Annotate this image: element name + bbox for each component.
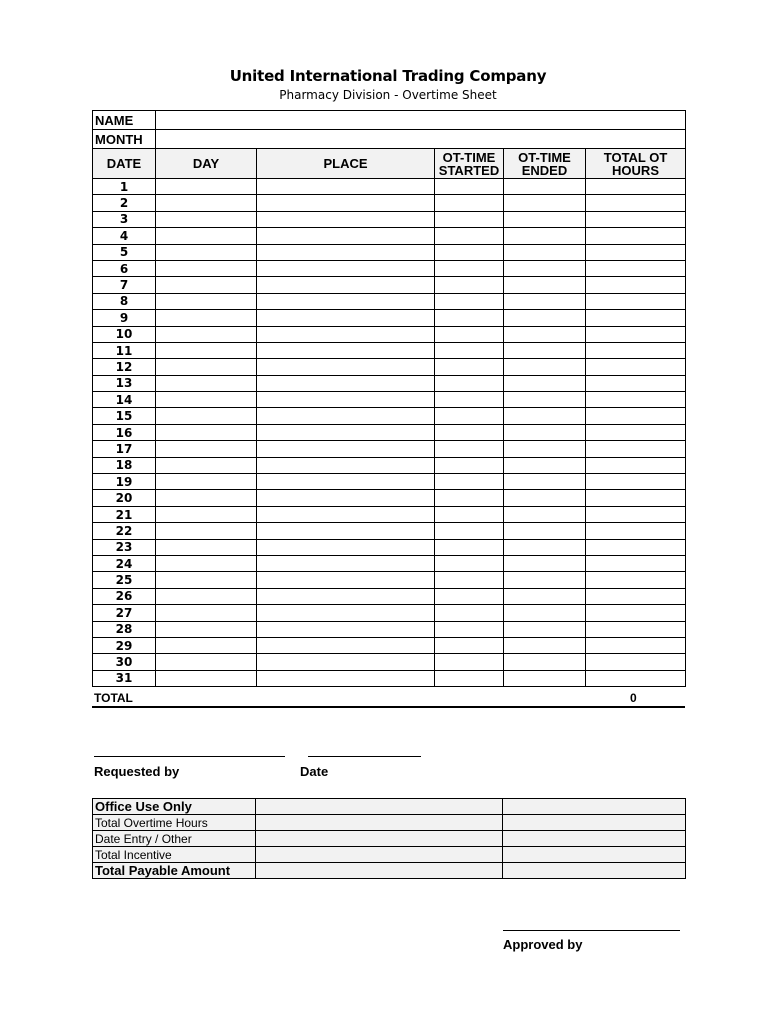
date-cell: 24 xyxy=(93,555,156,571)
day-cell[interactable] xyxy=(156,605,257,621)
ot-started-cell[interactable] xyxy=(435,474,504,490)
date-cell: 22 xyxy=(93,523,156,539)
day-cell[interactable] xyxy=(156,310,257,326)
place-cell[interactable] xyxy=(257,277,435,293)
ot-started-cell[interactable] xyxy=(435,293,504,309)
day-cell[interactable] xyxy=(156,588,257,604)
office-cell[interactable] xyxy=(503,815,686,831)
ot-ended-cell[interactable] xyxy=(504,474,586,490)
total-hours-cell[interactable] xyxy=(586,441,686,457)
ot-started-cell[interactable] xyxy=(435,457,504,473)
place-cell[interactable] xyxy=(257,375,435,391)
total-hours-cell[interactable] xyxy=(586,211,686,227)
place-cell[interactable] xyxy=(257,555,435,571)
col-header-place: PLACE xyxy=(257,149,435,179)
ot-started-cell[interactable] xyxy=(435,424,504,440)
place-cell[interactable] xyxy=(257,572,435,588)
day-cell[interactable] xyxy=(156,375,257,391)
date-cell: 12 xyxy=(93,359,156,375)
ot-started-cell[interactable] xyxy=(435,310,504,326)
ot-started-cell[interactable] xyxy=(435,359,504,375)
total-hours-cell[interactable] xyxy=(586,474,686,490)
ot-ended-cell[interactable] xyxy=(504,605,586,621)
name-label: NAME xyxy=(93,111,156,130)
col-header-total-hours: TOTAL OT HOURS xyxy=(586,149,686,179)
ot-ended-cell[interactable] xyxy=(504,179,586,195)
total-hours-cell[interactable] xyxy=(586,670,686,686)
day-cell[interactable] xyxy=(156,408,257,424)
total-hours-cell[interactable] xyxy=(586,260,686,276)
total-hours-cell[interactable] xyxy=(586,539,686,555)
total-hours-cell[interactable] xyxy=(586,375,686,391)
total-hours-cell[interactable] xyxy=(586,326,686,342)
date-cell: 28 xyxy=(93,621,156,637)
place-cell[interactable] xyxy=(257,523,435,539)
day-cell[interactable] xyxy=(156,277,257,293)
day-cell[interactable] xyxy=(156,260,257,276)
date-cell: 5 xyxy=(93,244,156,260)
table-row xyxy=(93,293,686,309)
date-cell: 13 xyxy=(93,375,156,391)
total-hours-cell[interactable] xyxy=(586,277,686,293)
place-cell[interactable] xyxy=(257,310,435,326)
table-row xyxy=(93,457,686,473)
ot-started-cell[interactable] xyxy=(435,260,504,276)
date-cell: 15 xyxy=(93,408,156,424)
office-cell[interactable] xyxy=(256,815,503,831)
ot-started-cell[interactable] xyxy=(435,441,504,457)
day-cell[interactable] xyxy=(156,621,257,637)
total-hours-cell[interactable] xyxy=(586,506,686,522)
month-field[interactable] xyxy=(156,130,686,149)
place-cell[interactable] xyxy=(257,293,435,309)
office-cell[interactable] xyxy=(256,847,503,863)
place-cell[interactable] xyxy=(257,359,435,375)
table-row xyxy=(93,375,686,391)
ot-started-cell[interactable] xyxy=(435,670,504,686)
ot-ended-cell[interactable] xyxy=(504,392,586,408)
date-cell: 8 xyxy=(93,293,156,309)
date-cell: 18 xyxy=(93,457,156,473)
date-cell: 11 xyxy=(93,342,156,358)
sheet-subtitle: Pharmacy Division - Overtime Sheet xyxy=(279,88,497,102)
place-cell[interactable] xyxy=(257,441,435,457)
ot-ended-cell[interactable] xyxy=(504,654,586,670)
month-label: MONTH xyxy=(93,130,156,149)
office-cell[interactable] xyxy=(503,799,686,815)
date-cell: 1 xyxy=(93,179,156,195)
day-cell[interactable] xyxy=(156,342,257,358)
date-cell: 25 xyxy=(93,572,156,588)
table-row xyxy=(93,605,686,621)
ot-started-cell[interactable] xyxy=(435,326,504,342)
date-cell: 16 xyxy=(93,424,156,440)
ot-ended-cell[interactable] xyxy=(504,342,586,358)
total-hours-cell[interactable] xyxy=(586,408,686,424)
day-cell[interactable] xyxy=(156,457,257,473)
total-hours-cell[interactable] xyxy=(586,621,686,637)
ot-ended-cell[interactable] xyxy=(504,244,586,260)
ot-started-cell[interactable] xyxy=(435,572,504,588)
date-cell: 2 xyxy=(93,195,156,211)
day-cell[interactable] xyxy=(156,392,257,408)
day-cell[interactable] xyxy=(156,424,257,440)
place-cell[interactable] xyxy=(257,457,435,473)
office-use-heading: Office Use Only xyxy=(93,799,256,815)
table-row xyxy=(93,588,686,604)
overtime-table xyxy=(92,110,686,687)
table-row xyxy=(93,195,686,211)
total-hours-cell[interactable] xyxy=(586,457,686,473)
date-cell: 27 xyxy=(93,605,156,621)
place-cell[interactable] xyxy=(257,342,435,358)
table-row xyxy=(93,408,686,424)
date-cell: 19 xyxy=(93,474,156,490)
day-cell[interactable] xyxy=(156,211,257,227)
ot-ended-cell[interactable] xyxy=(504,523,586,539)
table-row xyxy=(93,621,686,637)
requested-by-label: Requested by xyxy=(94,764,180,779)
table-row xyxy=(93,244,686,260)
day-cell[interactable] xyxy=(156,523,257,539)
table-row xyxy=(93,179,686,195)
day-cell[interactable] xyxy=(156,555,257,571)
date-cell: 31 xyxy=(93,670,156,686)
ot-started-cell[interactable] xyxy=(435,555,504,571)
date-cell: 10 xyxy=(93,326,156,342)
day-cell[interactable] xyxy=(156,654,257,670)
ot-ended-cell[interactable] xyxy=(504,506,586,522)
ot-started-cell[interactable] xyxy=(435,506,504,522)
table-row xyxy=(93,228,686,244)
total-hours-cell[interactable] xyxy=(586,359,686,375)
ot-ended-cell[interactable] xyxy=(504,277,586,293)
col-header-day: DAY xyxy=(156,149,257,179)
date-cell: 14 xyxy=(93,392,156,408)
ot-started-cell[interactable] xyxy=(435,244,504,260)
office-row-label: Total Incentive xyxy=(93,847,256,863)
total-hours-cell[interactable] xyxy=(586,605,686,621)
ot-started-cell[interactable] xyxy=(435,654,504,670)
ot-ended-cell[interactable] xyxy=(504,670,586,686)
place-cell[interactable] xyxy=(257,588,435,604)
total-hours-cell[interactable] xyxy=(586,179,686,195)
total-value: 0 xyxy=(630,691,637,705)
date-cell: 3 xyxy=(93,211,156,227)
date-cell: 4 xyxy=(93,228,156,244)
date-label: Date xyxy=(300,764,329,779)
total-hours-cell[interactable] xyxy=(586,310,686,326)
day-cell[interactable] xyxy=(156,572,257,588)
ot-started-cell[interactable] xyxy=(435,228,504,244)
place-cell[interactable] xyxy=(257,637,435,653)
date-line[interactable] xyxy=(308,756,421,757)
place-cell[interactable] xyxy=(257,326,435,342)
table-row xyxy=(93,392,686,408)
total-hours-cell[interactable] xyxy=(586,342,686,358)
place-cell[interactable] xyxy=(257,392,435,408)
day-cell[interactable] xyxy=(156,441,257,457)
day-cell[interactable] xyxy=(156,293,257,309)
table-row xyxy=(93,523,686,539)
ot-started-cell[interactable] xyxy=(435,605,504,621)
table-row xyxy=(93,670,686,686)
day-cell[interactable] xyxy=(156,490,257,506)
total-hours-cell[interactable] xyxy=(586,572,686,588)
table-row xyxy=(93,637,686,653)
table-row xyxy=(93,277,686,293)
ot-started-cell[interactable] xyxy=(435,408,504,424)
requested-by-line[interactable] xyxy=(94,756,285,757)
day-cell[interactable] xyxy=(156,359,257,375)
day-cell[interactable] xyxy=(156,539,257,555)
table-row xyxy=(93,572,686,588)
company-title: United International Trading Company xyxy=(229,67,547,85)
ot-ended-cell[interactable] xyxy=(504,326,586,342)
day-cell[interactable] xyxy=(156,474,257,490)
day-cell[interactable] xyxy=(156,179,257,195)
total-hours-cell[interactable] xyxy=(586,637,686,653)
ot-started-cell[interactable] xyxy=(435,490,504,506)
total-hours-cell[interactable] xyxy=(586,523,686,539)
ot-ended-cell[interactable] xyxy=(504,539,586,555)
day-cell[interactable] xyxy=(156,228,257,244)
ot-ended-cell[interactable] xyxy=(504,621,586,637)
office-row-label: Total Overtime Hours xyxy=(93,815,256,831)
ot-ended-cell[interactable] xyxy=(504,195,586,211)
office-row-label: Date Entry / Other xyxy=(93,831,256,847)
date-cell: 30 xyxy=(93,654,156,670)
ot-started-cell[interactable] xyxy=(435,637,504,653)
col-header-ot-started: OT-TIME STARTED xyxy=(435,149,504,179)
day-cell[interactable] xyxy=(156,244,257,260)
day-cell[interactable] xyxy=(156,637,257,653)
day-cell[interactable] xyxy=(156,195,257,211)
ot-ended-cell[interactable] xyxy=(504,375,586,391)
approved-by-line[interactable] xyxy=(503,930,680,931)
column-header-row xyxy=(93,149,686,179)
ot-ended-cell[interactable] xyxy=(504,637,586,653)
place-cell[interactable] xyxy=(257,260,435,276)
place-cell[interactable] xyxy=(257,195,435,211)
col-header-date: DATE xyxy=(93,149,156,179)
ot-started-cell[interactable] xyxy=(435,588,504,604)
ot-started-cell[interactable] xyxy=(435,179,504,195)
table-row xyxy=(93,424,686,440)
col-header-ot-ended: OT-TIME ENDED xyxy=(504,149,586,179)
table-row xyxy=(93,359,686,375)
table-row xyxy=(93,654,686,670)
ot-ended-cell[interactable] xyxy=(504,441,586,457)
total-hours-cell[interactable] xyxy=(586,588,686,604)
ot-started-cell[interactable] xyxy=(435,211,504,227)
table-row xyxy=(93,506,686,522)
ot-ended-cell[interactable] xyxy=(504,490,586,506)
total-hours-cell[interactable] xyxy=(586,195,686,211)
place-cell[interactable] xyxy=(257,228,435,244)
approved-by-label: Approved by xyxy=(503,937,583,952)
ot-started-cell[interactable] xyxy=(435,539,504,555)
ot-ended-cell[interactable] xyxy=(504,211,586,227)
ot-started-cell[interactable] xyxy=(435,621,504,637)
table-row xyxy=(93,310,686,326)
total-underline xyxy=(92,706,685,708)
date-cell: 21 xyxy=(93,506,156,522)
table-row xyxy=(93,342,686,358)
ot-ended-cell[interactable] xyxy=(504,457,586,473)
place-cell[interactable] xyxy=(257,670,435,686)
place-cell[interactable] xyxy=(257,506,435,522)
table-row xyxy=(93,260,686,276)
name-field[interactable] xyxy=(156,111,686,130)
total-hours-cell[interactable] xyxy=(586,424,686,440)
ot-started-cell[interactable] xyxy=(435,523,504,539)
total-hours-cell[interactable] xyxy=(586,392,686,408)
date-cell: 7 xyxy=(93,277,156,293)
table-row xyxy=(93,326,686,342)
table-row xyxy=(93,441,686,457)
ot-ended-cell[interactable] xyxy=(504,424,586,440)
office-cell[interactable] xyxy=(503,847,686,863)
place-cell[interactable] xyxy=(257,424,435,440)
total-hours-cell[interactable] xyxy=(586,244,686,260)
office-cell[interactable] xyxy=(503,863,686,879)
date-cell: 6 xyxy=(93,260,156,276)
ot-started-cell[interactable] xyxy=(435,277,504,293)
ot-ended-cell[interactable] xyxy=(504,260,586,276)
place-cell[interactable] xyxy=(257,621,435,637)
date-cell: 23 xyxy=(93,539,156,555)
ot-started-cell[interactable] xyxy=(435,375,504,391)
ot-started-cell[interactable] xyxy=(435,195,504,211)
day-cell[interactable] xyxy=(156,326,257,342)
date-cell: 17 xyxy=(93,441,156,457)
total-payable-label: Total Payable Amount xyxy=(93,863,256,879)
ot-ended-cell[interactable] xyxy=(504,572,586,588)
place-cell[interactable] xyxy=(257,211,435,227)
place-cell[interactable] xyxy=(257,179,435,195)
total-hours-cell[interactable] xyxy=(586,228,686,244)
total-hours-cell[interactable] xyxy=(586,490,686,506)
table-row xyxy=(93,211,686,227)
day-cell[interactable] xyxy=(156,506,257,522)
table-row xyxy=(93,490,686,506)
place-cell[interactable] xyxy=(257,539,435,555)
total-label: TOTAL xyxy=(94,691,133,705)
date-cell: 26 xyxy=(93,588,156,604)
office-cell[interactable] xyxy=(256,863,503,879)
place-cell[interactable] xyxy=(257,474,435,490)
ot-ended-cell[interactable] xyxy=(504,293,586,309)
date-cell: 9 xyxy=(93,310,156,326)
table-row xyxy=(93,539,686,555)
total-hours-cell[interactable] xyxy=(586,654,686,670)
place-cell[interactable] xyxy=(257,408,435,424)
place-cell[interactable] xyxy=(257,490,435,506)
ot-ended-cell[interactable] xyxy=(504,555,586,571)
ot-ended-cell[interactable] xyxy=(504,408,586,424)
ot-ended-cell[interactable] xyxy=(504,588,586,604)
ot-ended-cell[interactable] xyxy=(504,310,586,326)
place-cell[interactable] xyxy=(257,244,435,260)
place-cell[interactable] xyxy=(257,605,435,621)
date-cell: 29 xyxy=(93,637,156,653)
total-hours-cell[interactable] xyxy=(586,293,686,309)
office-use-table xyxy=(92,798,686,879)
office-cell[interactable] xyxy=(256,831,503,847)
office-cell[interactable] xyxy=(503,831,686,847)
total-hours-cell[interactable] xyxy=(586,555,686,571)
ot-ended-cell[interactable] xyxy=(504,359,586,375)
day-cell[interactable] xyxy=(156,670,257,686)
office-cell[interactable] xyxy=(256,799,503,815)
place-cell[interactable] xyxy=(257,654,435,670)
table-row xyxy=(93,474,686,490)
ot-started-cell[interactable] xyxy=(435,392,504,408)
table-row xyxy=(93,555,686,571)
ot-started-cell[interactable] xyxy=(435,342,504,358)
ot-ended-cell[interactable] xyxy=(504,228,586,244)
date-cell: 20 xyxy=(93,490,156,506)
